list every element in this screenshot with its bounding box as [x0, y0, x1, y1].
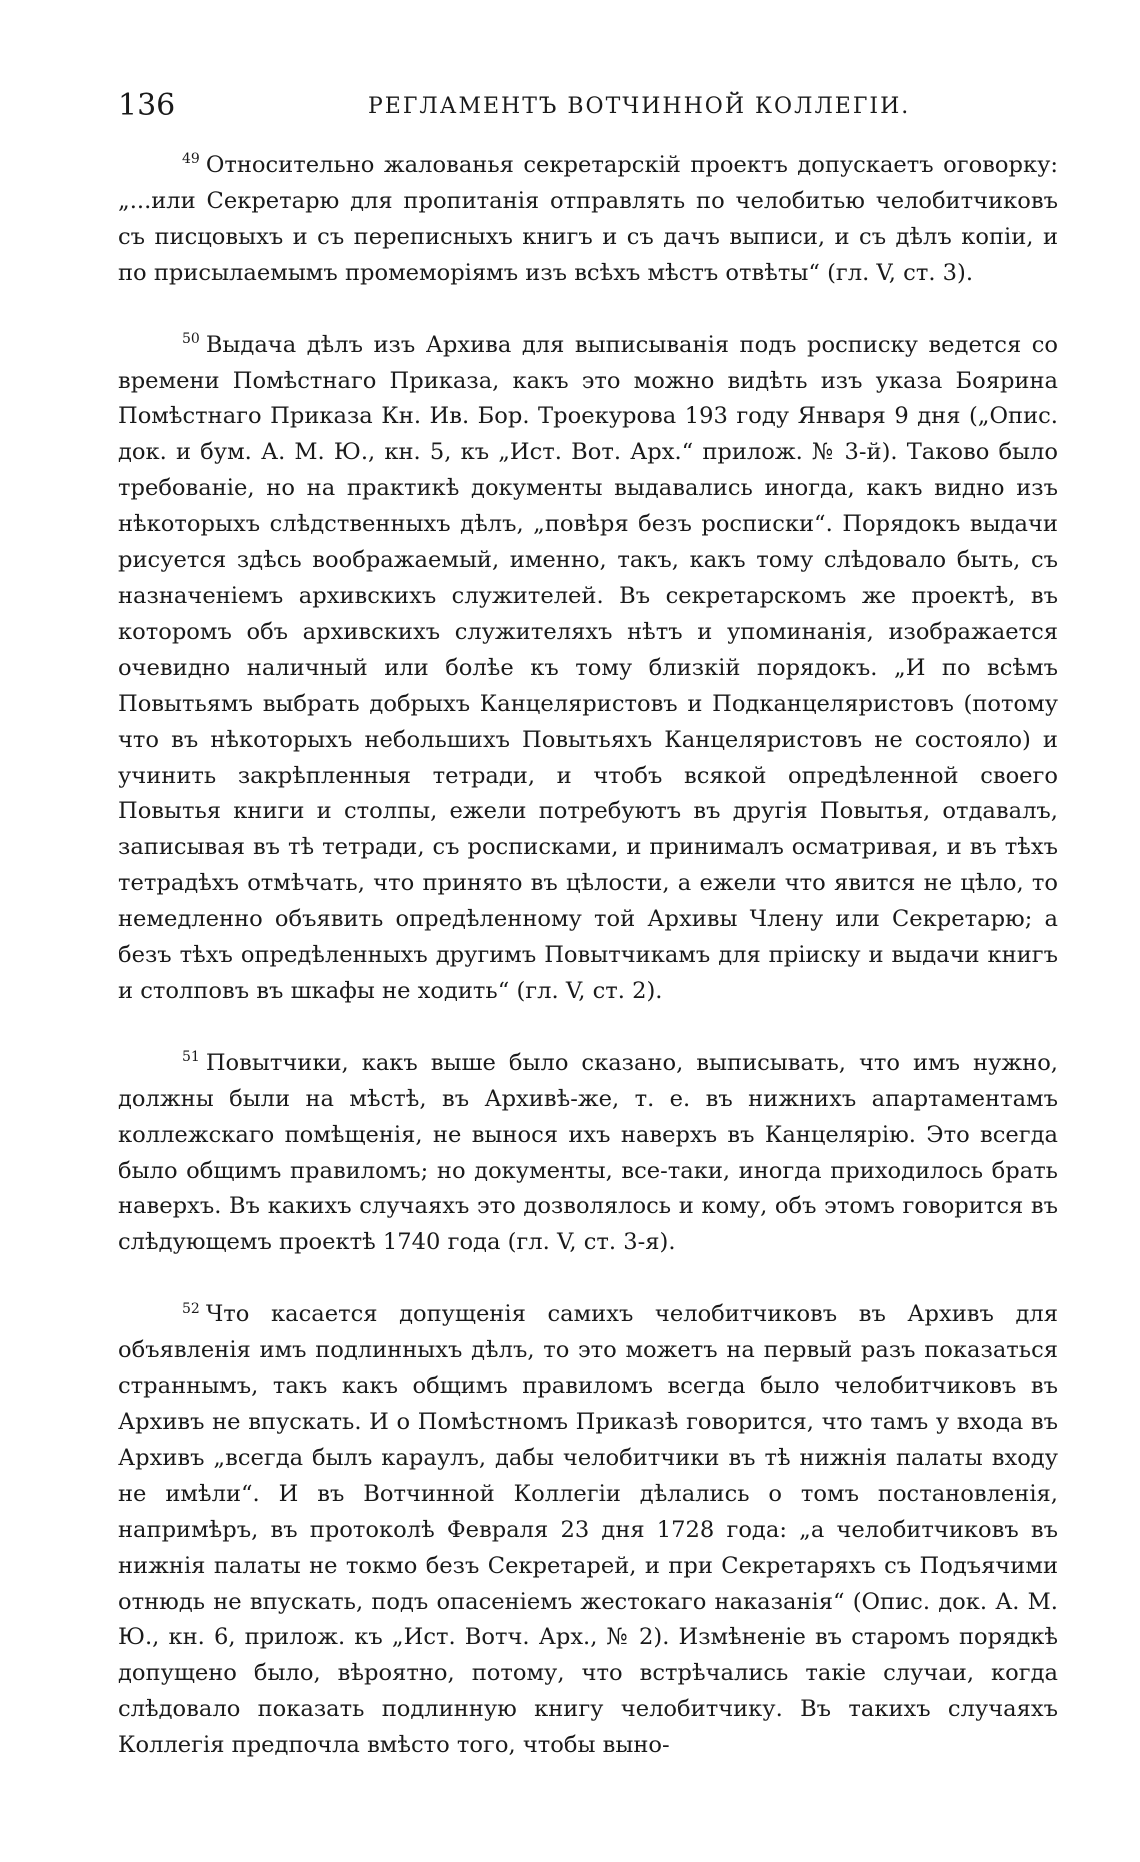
running-title: РЕГЛАМЕНТЪ ВОТЧИННОЙ КОЛЛЕГІИ.: [368, 94, 911, 119]
notes-body: [118, 148, 1058, 1800]
note-50: [118, 328, 1058, 1010]
note-number: 50: [182, 331, 200, 348]
note-text: Относительно жалованья секретарскій проектъ допускаетъ оговорку: „...или Секретарю для пропитанія отправлять по челобитью челобитчиковъ съ писцовыхъ и съ переписныхъ книгъ и съ дачъ выписи, и съ дѣлъ копіи, и по присылаемымъ промеморіямъ изъ всѣхъ мѣстъ отвѣты“ (гл. V, ст. 3).: [118, 152, 1058, 286]
note-number: 49: [182, 151, 200, 168]
page-header: [118, 88, 1058, 132]
note-52: [118, 1297, 1058, 1764]
note-49: [118, 148, 1058, 292]
note-text: Что касается допущенія самихъ челобитчиковъ въ Архивъ для объявленія имъ подлинныхъ дѣлъ, то это можетъ на первый разъ показаться страннымъ, такъ какъ общимъ правиломъ всегда было челобитчиковъ въ Архивъ не впускать. И о Помѣстномъ Приказѣ говорится, что тамъ у входа въ Архивъ „всегда былъ караулъ, дабы челобитчики въ тѣ нижнія палаты входу не имѣли“. И въ Вотчинной Коллегіи дѣлались о томъ постановленія, напримѣръ, въ протоколѣ Февраля 23 дня 1728 года: „а челобитчиковъ въ нижнія палаты не токмо безъ Секретарей, и при Секретаряхъ съ Подъячими отнюдь не впускать, подъ опасеніемъ жестокаго наказанія“ (Опис. док. А. М. Ю., кн. 6, прилож. къ „Ист. Вотч. Арх., № 2). Измѣненіе въ старомъ порядкѣ допущено было, вѣроятно, потому, что встрѣчались такіе случаи, когда слѣдовало показать подлинную книгу челобитчику. Въ такихъ случаяхъ Коллегія предпочла вмѣсто того, чтобы выно-: [118, 1301, 1058, 1759]
note-text: Выдача дѣлъ изъ Архива для выписыванія подъ росписку ведется со времени Помѣстнаго Приказа, какъ это можно видѣть изъ указа Боярина Помѣстнаго Приказа Кн. Ив. Бор. Троекурова 193 году Января 9 дня („Опис. док. и бум. А. М. Ю., кн. 5, къ „Ист. Вот. Арх.“ прилож. № 3-й). Таково было требованіе, но на практикѣ документы выдавались иногда, какъ видно изъ нѣкоторыхъ слѣдственныхъ дѣлъ, „повѣря безъ росписки“. Порядокъ выдачи рисуется здѣсь воображаемый, именно, такъ, какъ тому слѣдовало быть, съ назначеніемъ архивскихъ служителей. Въ секретарскомъ же проектѣ, въ которомъ объ архивскихъ служителяхъ нѣтъ и упоминанія, изображается очевидно наличный или болѣе къ тому близкій порядокъ. „И по всѣмъ Повытьямъ выбрать добрыхъ Канцеляристовъ и Подканцеляристовъ (потому что въ нѣкоторыхъ небольшихъ Повытьяхъ Канцеляристовъ не состояло) и учинить закрѣпленныя тетради, и чтобъ всякой опредѣленной своего Повытья книги и столпы, ежели потребуютъ въ другія Повытья, отдавалъ, записывая въ тѣ тетради, съ росписками, и принималъ осматривая, и въ тѣхъ тетрадѣхъ отмѣчать, что принято въ цѣлости, а ежели что явится не цѣло, то немедленно объявить опредѣленному той Архивы Члену или Секретарю; а безъ тѣхъ опредѣленныхъ другимъ Повытчикамъ для пріиску и выдачи книгъ и столповъ въ шкафы не ходить“ (гл. V, ст. 2).: [118, 331, 1058, 1004]
page-number: 136: [118, 88, 176, 123]
note-number: 52: [182, 1300, 200, 1317]
note-51: [118, 1046, 1058, 1261]
note-text: Повытчики, какъ выше было сказано, выписывать, что имъ нужно, должны были на мѣстѣ, въ Архивѣ-же, т. е. въ нижнихъ апартаментамъ коллежскаго помѣщенія, не вынося ихъ наверхъ въ Канцелярію. Это всегда было общимъ правиломъ; но документы, все-таки, иногда приходилось брать наверхъ. Въ какихъ случаяхъ это дозволялось и кому, объ этомъ говорится въ слѣдующемъ проектѣ 1740 года (гл. V, ст. 3-я).: [118, 1049, 1058, 1256]
note-number: 51: [182, 1049, 200, 1066]
